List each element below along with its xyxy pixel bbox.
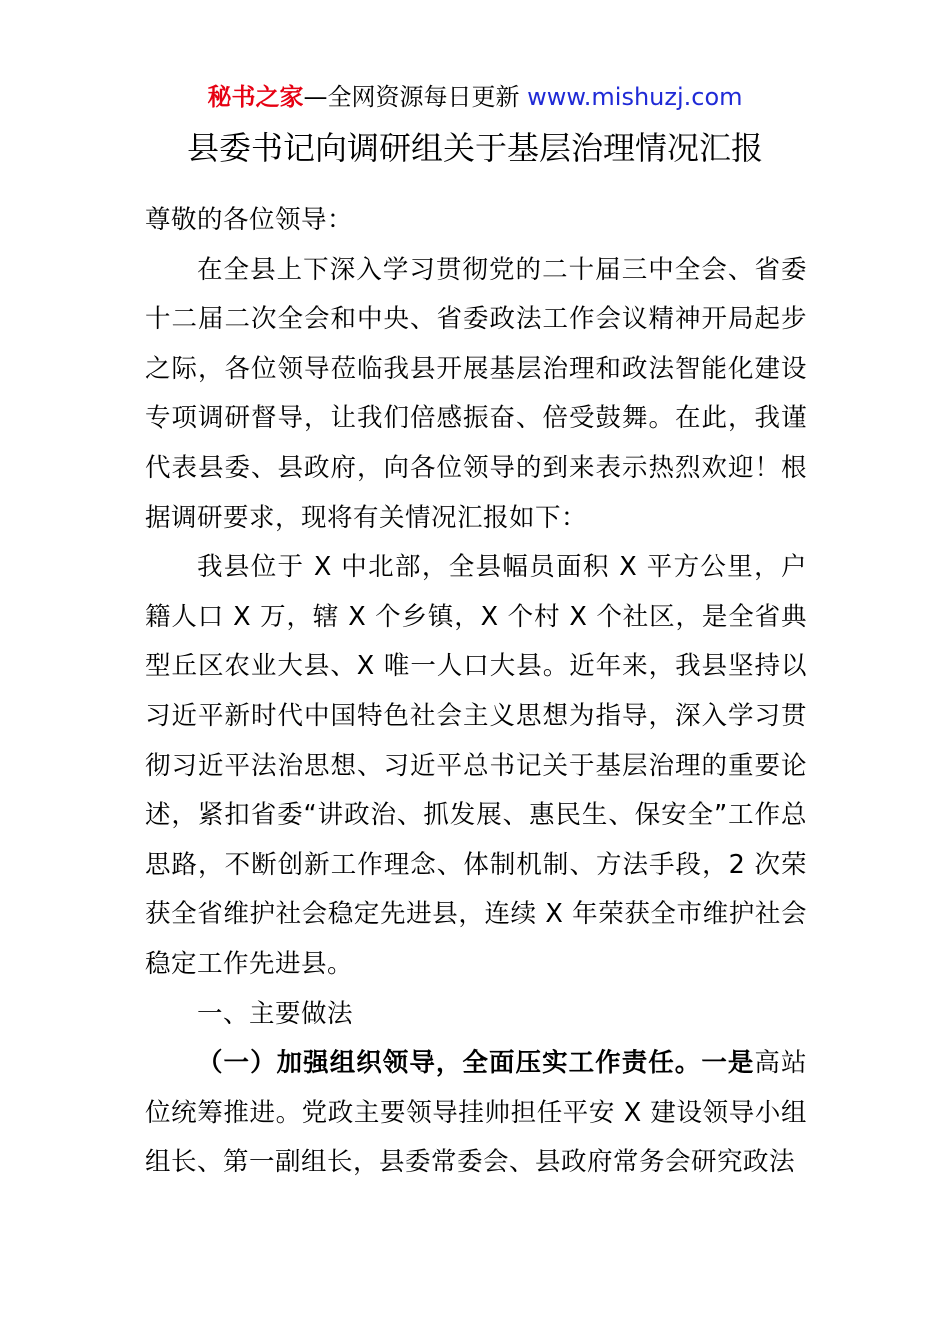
site-tagline: 全网资源每日更新	[327, 83, 528, 111]
site-url-link[interactable]: www.mishuzj.com	[527, 83, 743, 111]
paragraph-overview: 我县位于 X 中北部，全县幅员面积 X 平方公里，户籍人口 X 万，辖 X 个乡镇，X 个村 X 个社区，是全省典型丘区农业大县、X 唯一人口大县。近年来，我县坚持以习近平新时代中国特色社会主义思想为指导，深入学习贯彻习近平法治思想、习近平总书记关于基层治理的重要论述，紧扣省委“讲政治、抓发展、惠民生、保安全”工作总思路，不断创新工作理念、体制机制、方法手段，2 次荣获全省维护社会稳定先进县，连续 X 年荣获全市维护社会稳定工作先进县。	[145, 552, 807, 979]
document-body	[145, 196, 807, 1188]
salutation: 尊敬的各位领导：	[145, 205, 354, 235]
subsection-text: 高站位统筹推进。党政主要领导挂帅担任平安 X 建设领导小组组长、第一副组长，县委常委会、县政府常务会研究政法	[145, 1048, 807, 1178]
paragraph-intro: 在全县上下深入学习贯彻党的二十届三中全会、省委十二届二次全会和中央、省委政法工作会议精神开局起步之际，各位领导莅临我县开展基层治理和政法智能化建设专项调研督导，让我们倍感振奋、倍受鼓舞。在此，我谨代表县委、县政府，向各位领导的到来表示热烈欢迎！根据调研要求，现将有关情况汇报如下：	[145, 254, 807, 533]
site-header	[0, 80, 950, 114]
subsection-heading: （一）加强组织领导，全面压实工作责任。	[197, 1048, 702, 1079]
document-title: 县委书记向调研组关于基层治理情况汇报	[186, 129, 763, 167]
section-heading-main-practices: 一、主要做法	[197, 998, 354, 1029]
subsection-paragraph	[145, 1039, 807, 1188]
subsection-lead: 一是	[701, 1048, 755, 1079]
site-brand: 秘书之家	[207, 83, 304, 111]
header-dash: —	[303, 83, 328, 111]
